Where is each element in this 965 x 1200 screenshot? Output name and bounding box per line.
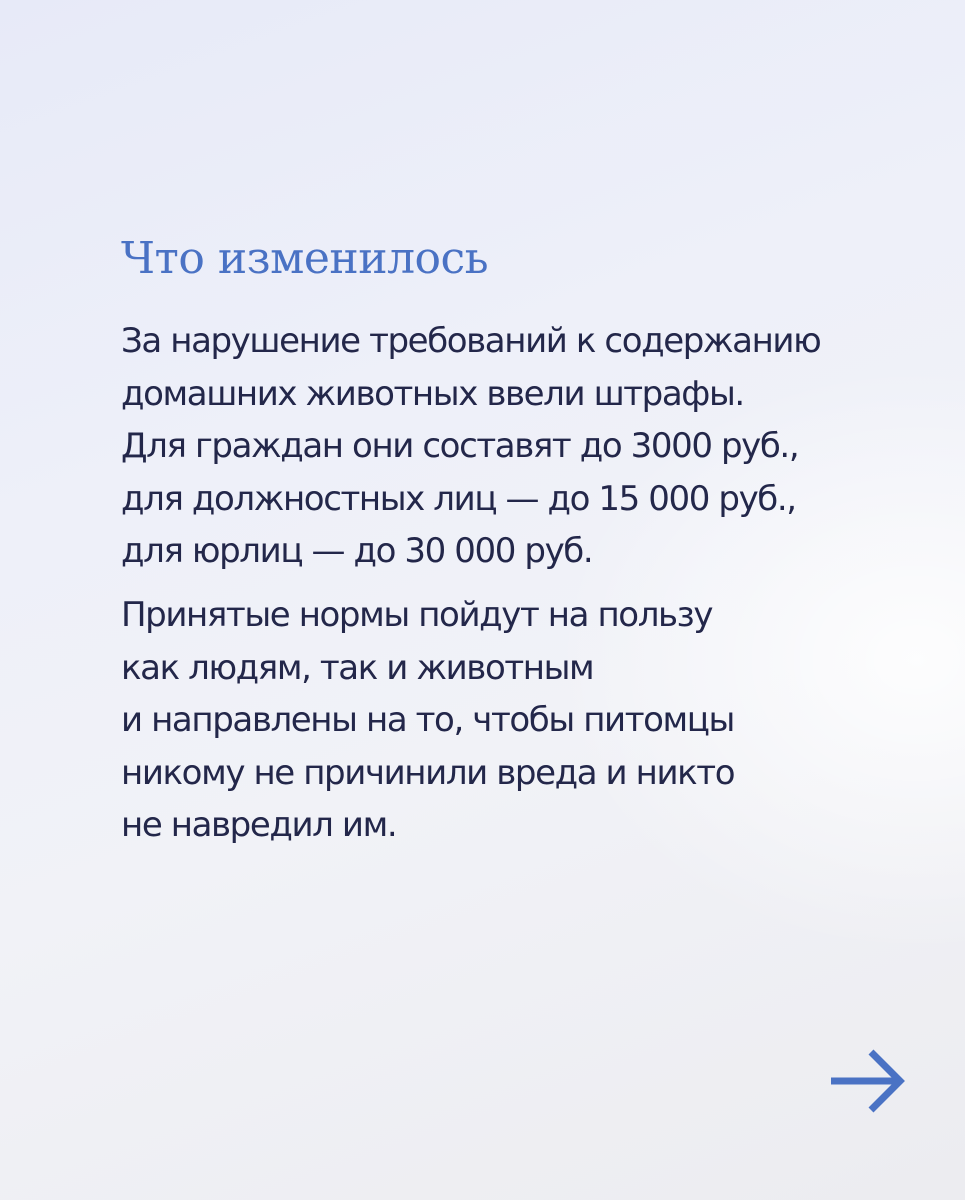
- text-line: домашних животных ввели штрафы.: [121, 373, 744, 414]
- text-line: и направлены на то, чтобы питомцы: [121, 700, 734, 740]
- next-slide-button[interactable]: [828, 1045, 908, 1117]
- page-title: Что изменилось: [121, 233, 489, 284]
- paragraph-purpose: [121, 589, 734, 852]
- text-line: За нарушение требований к содержанию: [121, 321, 821, 361]
- text-line: Принятые нормы пойдут на пользу: [121, 595, 713, 635]
- text-line: не навредил им.: [121, 805, 397, 845]
- text-line: Для граждан они составят до 3000 руб.,: [121, 426, 799, 466]
- text-line: как людям, так и животным: [121, 647, 594, 688]
- paragraph-fines: [121, 315, 820, 578]
- text-line: для должностных лиц — до 15 000 руб.,: [121, 478, 796, 519]
- text-line: никому не причинили вреда и никто: [121, 752, 735, 793]
- arrow-right-icon: [828, 1045, 908, 1117]
- text-line: для юрлиц — до 30 000 руб.: [121, 531, 593, 571]
